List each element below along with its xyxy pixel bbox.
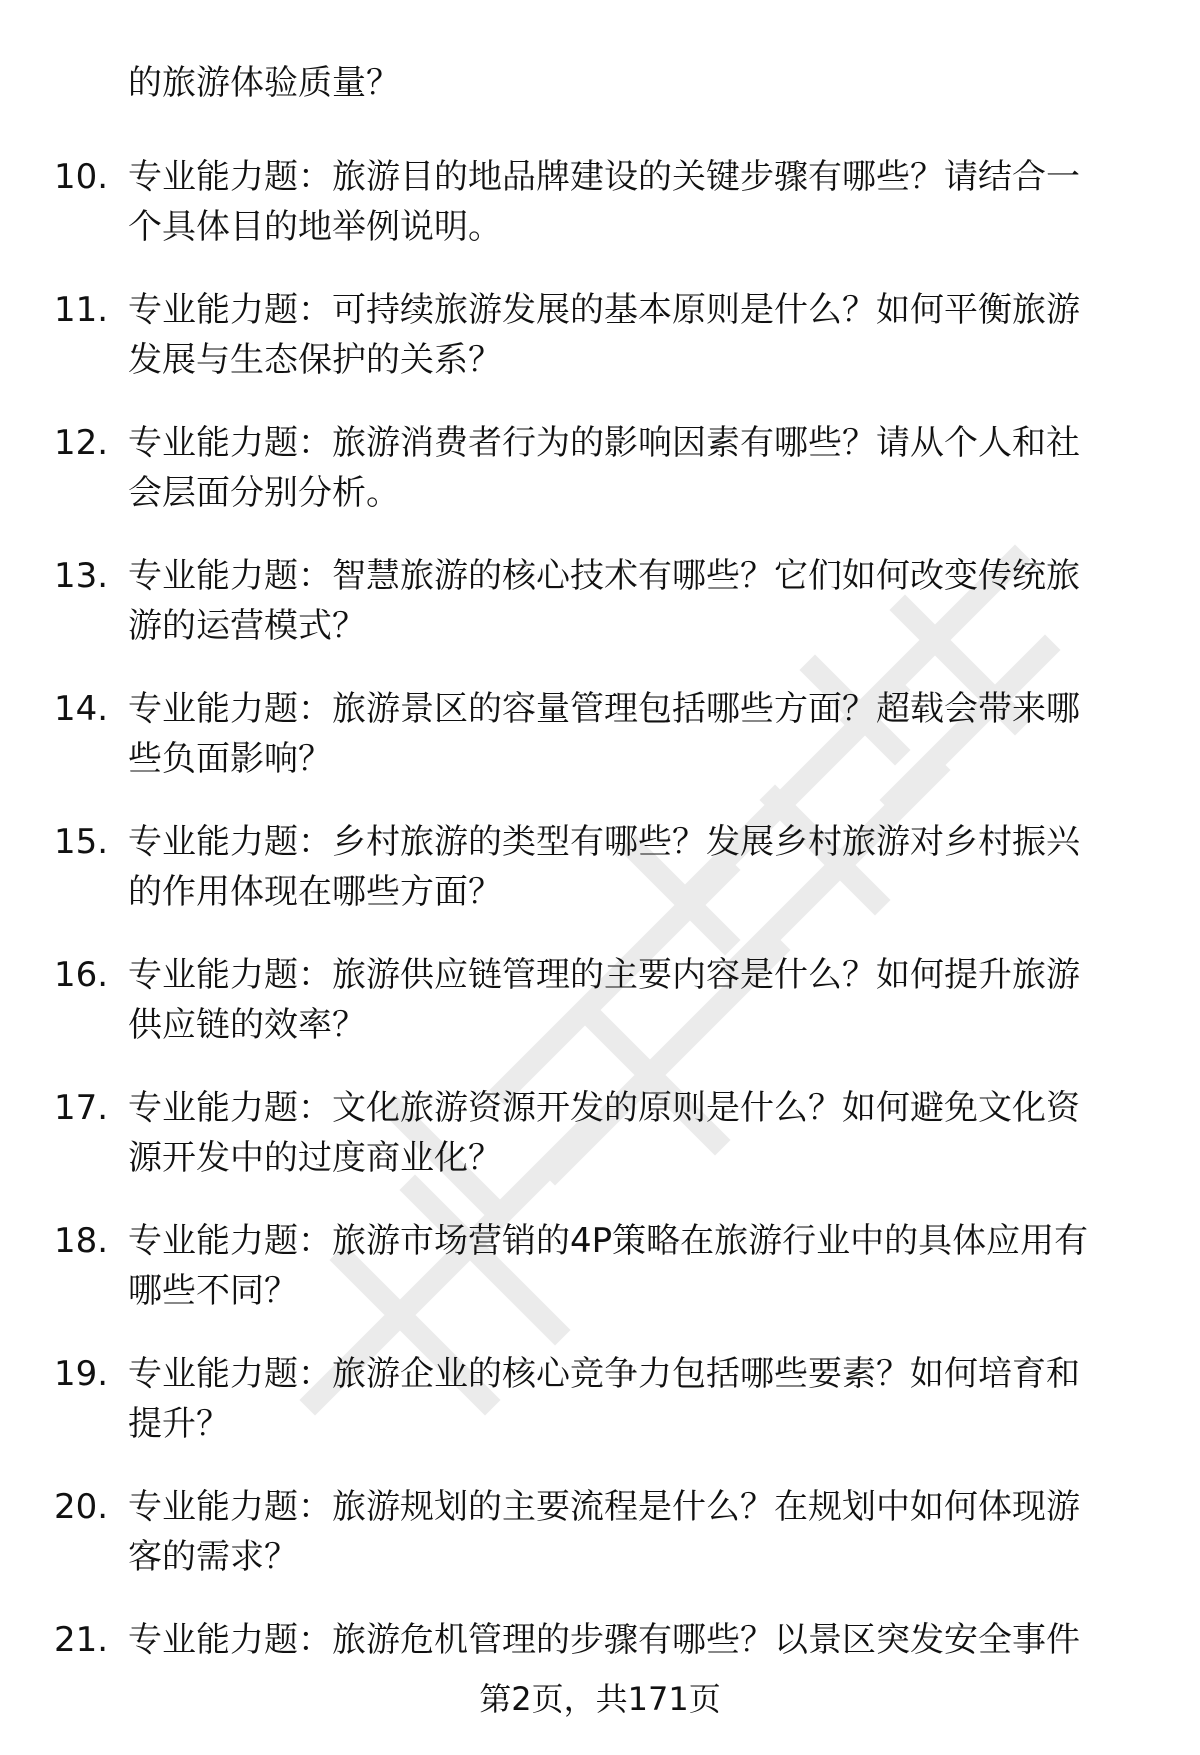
question-text-line: 专业能力题：旅游危机管理的步骤有哪些？以景区突发安全事件 — [128, 1620, 1080, 1660]
question-number: 18. — [54, 1221, 109, 1261]
question-number: 20. — [54, 1487, 109, 1527]
question-text-line: 提升？ — [128, 1404, 230, 1444]
question-text-line: 专业能力题：旅游目的地品牌建设的关键步骤有哪些？请结合一 — [128, 157, 1080, 197]
question-text-line: 发展与生态保护的关系？ — [128, 340, 502, 380]
question-item — [0, 684, 1200, 817]
question-item — [0, 950, 1200, 1083]
question-item — [0, 1216, 1200, 1349]
question-text-line: 哪些不同？ — [128, 1271, 298, 1311]
question-item — [0, 152, 1200, 285]
question-number: 14. — [54, 689, 109, 729]
question-number: 19. — [54, 1354, 109, 1394]
question-text-line: 源开发中的过度商业化？ — [128, 1138, 502, 1178]
question-number: 12. — [54, 423, 109, 463]
question-text-line: 个具体目的地举例说明。 — [128, 207, 502, 247]
question-text-line: 供应链的效率？ — [128, 1005, 366, 1045]
question-number: 15. — [54, 822, 109, 862]
question-text-line: 专业能力题：旅游景区的容量管理包括哪些方面？超载会带来哪 — [128, 689, 1080, 729]
question-item — [0, 817, 1200, 950]
question-item — [0, 285, 1200, 418]
question-item — [0, 1482, 1200, 1615]
question-text-line: 专业能力题：智慧旅游的核心技术有哪些？它们如何改变传统旅 — [128, 556, 1080, 596]
question-text-line: 专业能力题：文化旅游资源开发的原则是什么？如何避免文化资 — [128, 1088, 1080, 1128]
page-footer: 第2页，共171页 — [479, 1680, 721, 1718]
question-text-line: 会层面分别分析。 — [128, 473, 400, 513]
question-list — [0, 152, 1200, 1748]
question-item — [0, 1349, 1200, 1482]
question-text-line: 些负面影响？ — [128, 739, 332, 779]
question-number: 10. — [54, 157, 109, 197]
question-text-line: 专业能力题：旅游消费者行为的影响因素有哪些？请从个人和社 — [128, 423, 1080, 463]
question-number: 11. — [54, 290, 109, 330]
question-item — [0, 551, 1200, 684]
question-text-line: 客的需求？ — [128, 1537, 298, 1577]
question-item — [0, 1083, 1200, 1216]
question-text-line: 专业能力题：旅游供应链管理的主要内容是什么？如何提升旅游 — [128, 955, 1080, 995]
question-text-line: 的作用体现在哪些方面？ — [128, 872, 502, 912]
continuation-text: 的旅游体验质量？ — [128, 63, 400, 103]
question-number: 21. — [54, 1620, 109, 1660]
question-item — [0, 418, 1200, 551]
question-text-line: 专业能力题：可持续旅游发展的基本原则是什么？如何平衡旅游 — [128, 290, 1080, 330]
question-text-line: 专业能力题：旅游企业的核心竞争力包括哪些要素？如何培育和 — [128, 1354, 1080, 1394]
question-text-line: 专业能力题：乡村旅游的类型有哪些？发展乡村旅游对乡村振兴 — [128, 822, 1080, 862]
question-number: 13. — [54, 556, 109, 596]
question-text-line: 专业能力题：旅游市场营销的4P策略在旅游行业中的具体应用有 — [128, 1221, 1089, 1261]
question-text-line: 专业能力题：旅游规划的主要流程是什么？在规划中如何体现游 — [128, 1487, 1080, 1527]
question-number: 17. — [54, 1088, 109, 1128]
question-text-line: 游的运营模式？ — [128, 606, 366, 646]
question-number: 16. — [54, 955, 109, 995]
